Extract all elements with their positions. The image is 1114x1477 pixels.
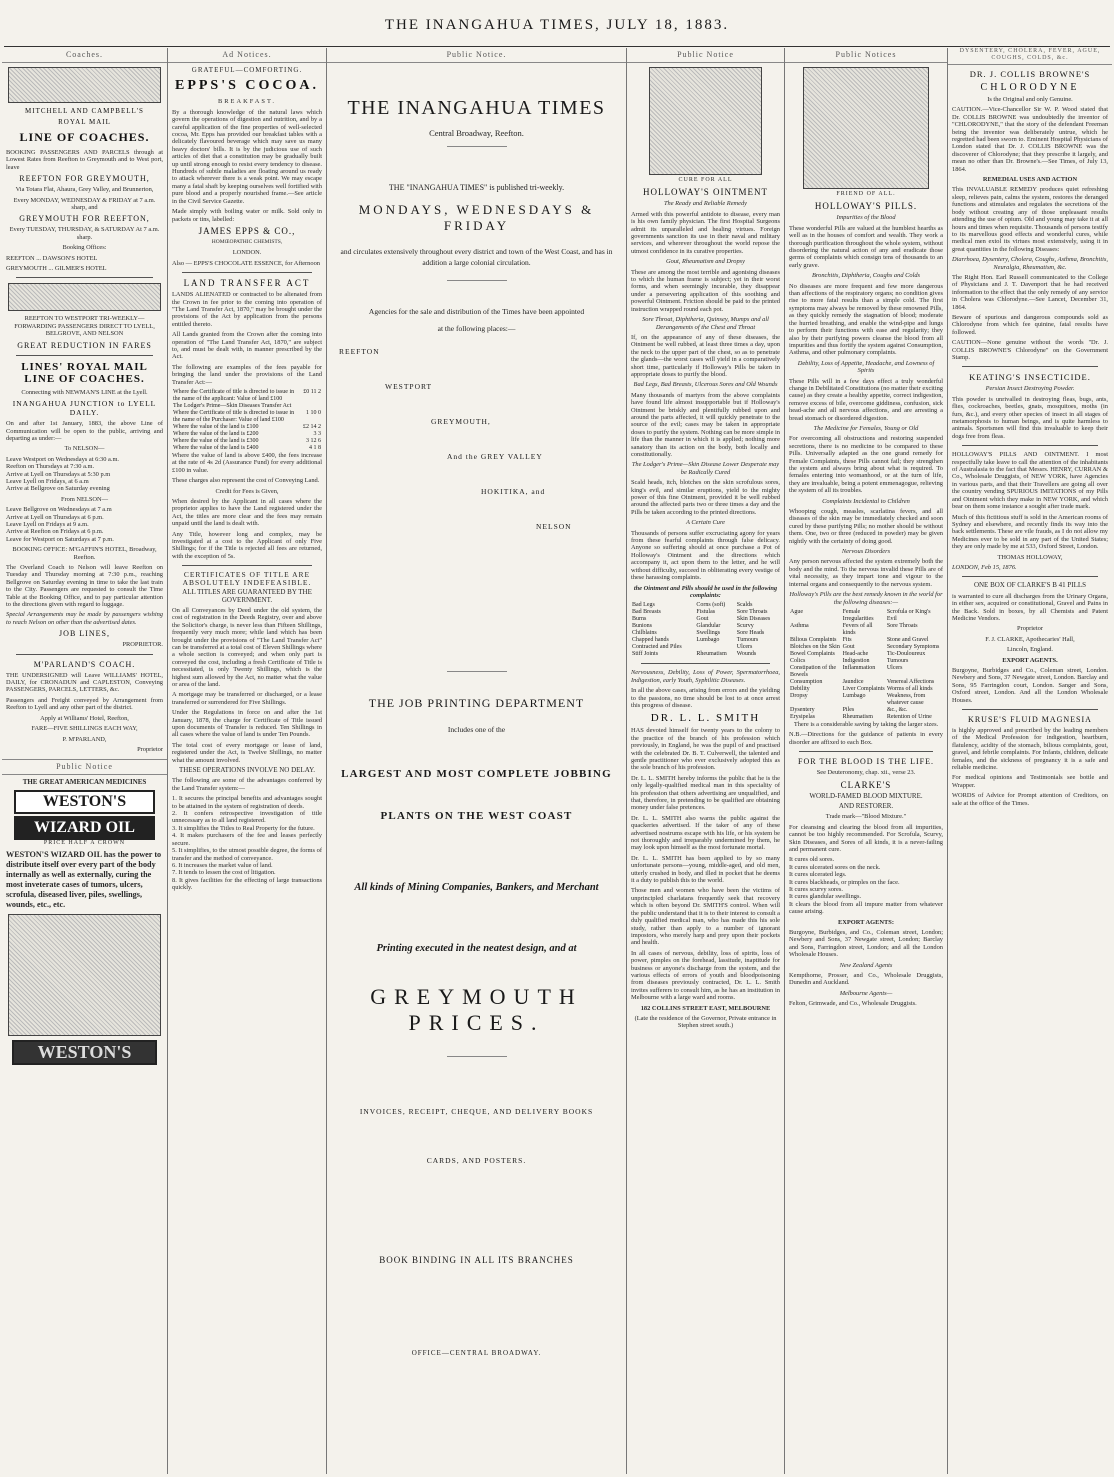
divider xyxy=(962,709,1098,710)
masthead xyxy=(0,0,1114,40)
smith-text-3: Dr. L. L. SMITH also warns the public against the quackeries advertised. If the taker of any of these advertised nostrums escape with his life, or his system be not thoroughly and irreparably undermined by them, he may look upon himself as the most fortunate mortal. xyxy=(631,814,780,852)
nb-text: N.B.—Directions for the guidance of patients in every disorder are affixed to each Box. xyxy=(789,731,943,746)
divider xyxy=(962,576,1098,577)
column-chlorodyne xyxy=(948,48,1112,1474)
females-heading: The Medicine for Females, Young or Old xyxy=(813,424,919,432)
coach-engraving-2 xyxy=(8,283,161,311)
fees-note: Where the value of land is above £400, the fees increase at the rate of 4s 2d (Assurance Fund) for every additional £100 in value. xyxy=(172,452,322,474)
mparland-name: P. M'PARLAND, xyxy=(62,735,107,743)
office-text: OFFICE—CENTRAL BROADWAY. xyxy=(411,1349,542,1357)
all-lands: All Lands granted from the Crown after the coming into operation of "The Land Transfer Act, 1870," are subject to, and must be dealt with, in manner prescribed by the Act. xyxy=(172,331,322,361)
divider xyxy=(447,146,507,147)
divider xyxy=(16,277,153,278)
schedule-to-nelson: Leave Westport on Wednesdays at 6:30 a.m. Reefton on Thursdays at 7:30 a.m. Arrive at Lyell on Thursdays at 5:30 p.m Leave Lyell on Fridays, at 6 a.m Arrive at Bellgrove on Saturday evening xyxy=(6,455,120,493)
land-transfer-heading: LAND TRANSFER ACT xyxy=(183,278,311,289)
remedy-heading: The Ready and Reliable Remedy xyxy=(663,200,748,208)
column-header: Public Notice xyxy=(627,48,784,63)
divider xyxy=(447,671,507,672)
table-row: Where the Certificate of title is directed to issue in the name of the Purchaser: Value of land £100 1 10 0 xyxy=(173,410,321,423)
trade-text: For cleansing and clearing the blood from all impurities, cannot be too highly recommended. For Scrofula, Scurvy, Skin Diseases, and Sores of all kinds, it is a never-failing and permanent cure. xyxy=(789,823,943,853)
holloway-pills-engraving xyxy=(803,67,929,189)
diseases-text: Diarrhoea, Dysentery, Cholera, Coughs, Asthma, Bronchitis, Neuralgia, Rheumatism, &c. xyxy=(952,256,1108,271)
column-header: Ad Notices. xyxy=(168,48,326,63)
days-text: MONDAYS, WEDNESDAYS & FRIDAY xyxy=(358,202,595,233)
table-row: Erysipelas Rheumatism Retention of Urine xyxy=(790,713,932,720)
column-holloways-pills xyxy=(785,48,948,1474)
following-text: at the following places:— xyxy=(437,324,516,333)
examples: The following are examples of the fees payable for bringing the land under the provisions of the Land Transfer Act:— xyxy=(172,363,322,386)
piles-heading: The Lodger's Prime—Skin Disease Lower Desperate may be Radically Cured xyxy=(631,461,780,476)
table-row: Ague Female Irregularities Scrofula or King's Evil xyxy=(790,608,931,622)
smith-address: 182 COLLINS STREET EAST, MELBOURNE xyxy=(640,1004,771,1012)
circulates-text: and circulates extensively throughout every district and town of the West Coast, and has in addition a large colonial circulation. xyxy=(340,247,613,267)
column-inangahua-times xyxy=(327,48,627,1474)
chlorodyne: CHLORODYNE xyxy=(980,82,1080,93)
james-epps: JAMES EPPS & CO., xyxy=(198,225,296,236)
complaints-table xyxy=(631,602,780,658)
diseases-table xyxy=(789,609,943,721)
trade-mark: Trade mark—"Blood Mixture." xyxy=(825,813,907,821)
table-row: Where the value of the land is £200 3 3 xyxy=(173,431,321,437)
melbourne-agents: Melbourne Agents— xyxy=(839,989,893,997)
table-row: Constipation of the Bowels Inflammation Ulcers xyxy=(790,664,903,678)
fare-text: FARE—FIVE SHILLINGS EACH WAY, xyxy=(31,725,138,733)
nervous-heading: Nervousness, Debility, Loss of Power, Spermatorrhoea, Indigestion, early Youth, Syphilitic Diseases. xyxy=(631,669,780,684)
table-row: Asthma Fevers of all kinds Sore Throats xyxy=(790,622,918,636)
table-row: Debility Liver Complaints Worms of all kinds xyxy=(790,685,933,692)
column-epps-land-transfer xyxy=(168,48,327,1474)
children-text: Whooping cough, measles, scarlatina fevers, and all diseases of the skin may be immediately checked and soon cured by these purifying Pills; no mother should be without them. One, two or three (reduced in powder) may be given nightly with the certainty of doing good. xyxy=(789,508,943,545)
table-row: Where the Certificate of title is directed to issue in the name of the applicant: Value of land £100 £0 11 2 xyxy=(173,389,321,402)
lands-alienated: LANDS ALIENATED or contracted to be alienated from the Crown in fee prior to the coming into operation of "The Land Transfer Act, 1870," may be brought under the provisions of the Act by application from the persons entitled thereto. xyxy=(172,291,322,328)
to-nelson: To NELSON— xyxy=(64,445,105,453)
divider xyxy=(16,355,153,356)
greymouth-prices: GREYMOUTH PRICES. xyxy=(370,984,583,1035)
caution-text: CAUTION.—Vice-Chancellor Sir W. P. Wood stated that Dr. COLLIS BROWNE was undoubtedly the inventor of "CHLORODYNE," that the story of the defendant Freeman being the inventor was deliberately untrue, which he regretted had been sworn to. Eminent Hospital Physicians of London stated that Dr. J. COLLIS BROWNE was the discoverer of Chlorodyne; that they prescribe it largely, and mean no other than Dr. Browne's.—See Times, of July 13, 1864. xyxy=(952,106,1108,173)
any-title: Any Title, however long and complex, may be investigated at a cost to the Applicant of only Five Shillings; for if the Title is rejected all fees are returned, with the exception of 5s. xyxy=(172,530,322,560)
restorer: AND RESTORER. xyxy=(838,801,894,810)
remedial-text: This INVALUABLE REMEDY produces quiet refreshing sleep, relieves pain, calms the system, restores the deranged functions and stimulates and regulates the secretions of the body without creating any of those unpleasant results attending the use of opium. Old and young may take it at all hours and times when requisite. Thousands of persons testify to its marvellous good effects and wonderful cures, while medical men extol its virtues most extensively, using it in great quantities in the following Diseases: xyxy=(952,186,1108,253)
holloway-date: LONDON, Feb 15, 1876. xyxy=(952,563,1017,571)
table-row: Contracted and Piles Ulcers xyxy=(632,644,753,651)
persian-powder: Persian Insect Destroying Powder. xyxy=(985,385,1075,393)
blood-mixture: WORLD-FAMED BLOOD MIXTURE. xyxy=(809,791,923,800)
westport-heading: REEFTON TO WESTPORT TRI-WEEKLY—FORWARDING PASSENGERS DIRECT TO LYELL, BELGROVE, AND NELSON xyxy=(14,315,155,338)
booking-text: BOOKING PASSENGERS AND PARCELS through at Lowest Rates from Reefton to Greymouth and to West port, leave xyxy=(6,149,163,171)
proprietor-label: PROPRIETOR. xyxy=(122,641,163,649)
operations-heading: THESE OPERATIONS INVOLVE NO DELAY. xyxy=(178,766,316,775)
masthead-rule xyxy=(4,46,1110,47)
address: Central Broadway, Reefton. xyxy=(429,128,524,138)
regulations-text: Under the Regulations in force on and after the 1st January, 1878, the charge for Certificate of Title issued upon documents of Transfer is reduced. Ten Shillings in all cases where the value of land is under Ten Pounds. xyxy=(172,709,322,739)
kruse-heading: KRUSE'S FLUID MAGNESIA xyxy=(968,715,1092,725)
gout-heading: Gout, Rheumatism and Dropsy xyxy=(666,258,745,266)
agent-hokitika: HOKITIKA, and xyxy=(481,487,546,496)
epps-cocoa: EPPS'S COCOA. xyxy=(174,78,319,94)
breakfast: BREAKFAST. xyxy=(218,98,276,106)
table-row: Dropsy Lumbago Weakness, from whatever cause xyxy=(790,692,926,706)
agent-reefton: REEFTON xyxy=(339,347,380,356)
column-header: Public Notice. xyxy=(327,48,626,63)
table-row: Colics Indigestion Tumours xyxy=(790,657,909,664)
booking-office: BOOKING OFFICE: M'GAFFIN'S HOTEL, Broadway, Reefton. xyxy=(12,546,157,561)
holloways-ointment: HOLLOWAY'S OINTMENT xyxy=(642,187,769,198)
printing-text: Printing executed in the neatest design, and at xyxy=(376,943,577,954)
bronchitis-text: No diseases are more frequent and few more dangerous than affections of the respiratory organs; no condition gives rise to more fatal results than a simple cold. The first symptoms may always be removed by these renowned Pills, as they quickly remedy the stagnation of blood; moderate the hurried breathing, and enable the wind-pipe and lungs to perform their functions with ease and regularity; they also by their purifying powers cleanse the blood from all impurities and thus fortify the system against Consumption, Asthma, and other pulmonary complaints. xyxy=(789,282,943,357)
deuteronomy: See Deuteronomy, chap. xii., verse 23. xyxy=(816,769,916,777)
export-agents-heading: EXPORT AGENTS. xyxy=(1002,656,1058,664)
weston-footer-logo: WESTON'S xyxy=(12,1040,157,1065)
guaranteed-heading: ALL TITLES ARE GUARANTEED BY THE GOVERNMENT. xyxy=(182,588,312,604)
coach-firm: MITCHELL AND CAMPBELL'S xyxy=(25,107,144,115)
charges: These charges also represent the cost of Conveying Land. xyxy=(172,477,320,485)
cures-list: It cures old sores. It cures ulcerated sores on the neck. It cures ulcerated legs. It cures blackheads, or pimples on the face. It cures scurvy sores. It cures glandular swellings. It clears the blood from all impure matter from whatever cause arising. xyxy=(789,856,943,916)
published-text: THE "INANGAHUA TIMES" is published tri-weekly. xyxy=(388,183,565,192)
remedy-text: Armed with this powerful antidote to disease, every man is his own family physician. The first Hospital Surgeons admit its unparalleled and healing virtues. Foreign governments sanction its use in their naval and military services, and wherever throughout the world repose the utmost confidence in its curative properties. xyxy=(631,210,780,255)
original-text: Is the Original and only Genuine. xyxy=(987,96,1073,103)
table-row: Where the value of the land is £100 £2 14 2 xyxy=(173,424,321,430)
cards-text: CARDS, AND POSTERS. xyxy=(426,1156,527,1165)
keatings-heading: KEATING'S INSECTICIDE. xyxy=(969,372,1091,383)
epps-made: Made simply with boiling water or milk. Sold only in packets or tins, labelled: xyxy=(172,208,322,223)
gout-text: These are among the most terrible and agonising diseases to which the human frame is subject; yet in their worst forms, and when seemingly incurable, they disappear under a persevering application of this soothing and powerful Ointment. Friction should be paid to the printed instruction wrapped round each pot. xyxy=(631,268,780,313)
scald-text: Scald heads, itch, blotches on the skin scrofulous sores, king's evil, and similar eruptions, yield to the mighty power of this fine Ointment, provided it be well rubbed around the affected parts two or three times a day and the Pills be taken according to the printed directions. xyxy=(631,479,780,516)
homeopathic: HOMŒOPATHIC CHEMISTS, xyxy=(211,238,283,245)
proprietor-label: Proprietor xyxy=(1017,625,1043,633)
fees-table xyxy=(172,389,322,452)
divider xyxy=(447,280,507,281)
smith-text-1: HAS devoted himself for twenty years to the colony to the practice of the branch of his profession which previously, in England, he was the pupil of and practised with the celebrated Dr. B. T. Culverwell, the talented and gentle practitioner who ever exclusively adopted this as the sole branch of his profession. xyxy=(631,727,780,772)
words-of-advice: WORDS of Advice for Prompt attention of Creditors, on sale at the office of the Times. xyxy=(952,792,1108,807)
overland-text: The Overland Coach to Nelson will leave Reefton on Tuesday and Thursday morning at 7:30 p.m., reaching Bellgrove on Saturday evening in time to take the last train to the City. Passengers are requested to consult the Time Table at the Booking Office, and to pay particular attention to the directions given with regard to luggage. xyxy=(6,564,163,609)
clarkes: CLARKE'S xyxy=(840,779,892,790)
mparland-coach: M'PARLAND'S COACH. xyxy=(33,659,136,669)
remedial-heading: REMEDIAL USES AND ACTION xyxy=(982,176,1078,184)
holloway-warning: HOLLOWAY'S PILLS AND OINTMENT. I most respectfully take leave to call the attention of the inhabitants of Australasia to the fact that Messrs. HENRY, CURRAN & Co., Wholesale Druggists, of NEW YORK, have Agencies in various parts, and that their Travellers are going all over the country vending SPURIOUS IMITATIONS of my Pills and Ointment which they make in NEW YORK, and which bear on them some instance a sought after trade mark. xyxy=(952,451,1108,511)
smith-address-2: (Late the residence of the Governor, Private entrance in Stephen street south.) xyxy=(634,1014,777,1030)
reduction-heading: GREAT REDUCTION IN FARES xyxy=(17,340,152,350)
dr-smith: DR. L. L. SMITH xyxy=(650,712,761,725)
smith-text-5: Those men and women who have been the victims of unprincipled charlatans frequently seek that recovery which is often beyond Dr. SMITH'S control. When will the public understand that it is to their interest to consult a duly qualified medical man, who has made this his sole study, rather than apply to a number of ignorant impostors, who merely harp and prey upon their pockets and health. xyxy=(631,887,780,947)
divider xyxy=(182,272,312,273)
freight-text: Passengers and Freight conveyed by Arrangement from Reefton to Lyell and any other part of the district. xyxy=(6,696,163,712)
table-row: Where the value of the land is £400 4 1 8 xyxy=(173,445,321,451)
reefton-for: REEFTON FOR GREYMOUTH, xyxy=(19,174,150,184)
credit-heading: Credit for Fees is Given, xyxy=(215,487,279,495)
nervous-heading: Nervous Disorders xyxy=(841,548,891,556)
every-text-2: Every TUESDAY, THURSDAY, & SATURDAY At 7 a.m. sharp. xyxy=(9,226,160,241)
beware-text: Beware of spurious and dangerous compounds sold as Chlorodyne from which fee quinine, fatal results have followed. xyxy=(952,313,1108,336)
sore-throat-text: If, on the appearance of any of these diseases, the Ointment be well rubbed, at least three times a day, upon the neck to the upper part of the chest, so as to penetrate the glands—the worst cases will yield in a comparatively short time, particularly if Holloway's Pills be taken in appropriate doses to purify the blood. xyxy=(631,333,780,378)
one-box-heading: ONE BOX OF CLARKE'S B 41 PILLS xyxy=(973,581,1087,590)
royal-mail: ROYAL MAIL xyxy=(58,118,111,126)
export-agents-text: Burgoyne, Burbidges and Co., Coleman street, London. Newbery and Sons, 37 Newgate street, London. Barclay and Sons, 95 Farringdon court, London. Sanger and Sons, Oxford street, London. And all the London Wholesale Houses. xyxy=(952,667,1108,704)
job-lines: JOB LINES, xyxy=(59,629,110,639)
coach-engraving xyxy=(8,67,161,103)
schedule-from-nelson: Leave Bellgrove on Wednesdays at 7 a.m Arrive at Lyell on Thursdays at 6 p.m. Leave Lyell on Fridays at 9 a.m. Arrive at Reefton on Fridays at 6 p.m. Leave for Westport on Saturdays at 7 p.m. xyxy=(6,506,114,543)
bad-legs-heading: Bad Legs, Bad Breasts, Ulcerous Sores and Old Wounds xyxy=(633,381,778,389)
holloway-warning-2: Much of this fictitious stuff is sold in the American rooms of Sydney and elsewhere, and recently finds its way into the back settlements. These are vile frauds, as I do not allow my Medicines ever to be sold in any part of the United States; they are only made by me at 533, Oxford Street, London. xyxy=(952,513,1108,551)
proprietor-label-2: Proprietor xyxy=(137,745,163,753)
dr-collis-browne: DR. J. COLLIS BROWNE'S xyxy=(969,69,1091,79)
table-row: Stiff Joints Rheumatism Wounds xyxy=(632,651,757,658)
table-row: Consumption Jaundice Venereal Affections xyxy=(790,678,935,685)
epps-also: Also — EPPS'S CHOCOLATE ESSENCE, for Afternoon xyxy=(172,259,320,267)
diseases-heading: Holloway's Pills are the best remedy known in the world for the following diseases:— xyxy=(789,591,943,606)
bronchitis-heading: Bronchitis, Diphtheria, Coughs and Colds xyxy=(811,272,921,280)
certain-heading: A Certain Cure xyxy=(685,519,726,527)
column-holloways-ointment xyxy=(627,48,785,1474)
offices-label: Booking Offices: xyxy=(62,244,107,252)
plants-text: PLANTS ON THE WEST COAST xyxy=(380,810,573,822)
one-box-text: is warranted to cure all discharges from the Urinary Organs, in either sex, acquired or constitutional, Gravel and Pains in the Back. Sold in boxes, by all Chemists and Patent Medicine Vendors. xyxy=(952,592,1108,622)
column-header: DYSENTERY, CHOLERA, FEVER, AGUE, COUGHS, COLDS, &c. xyxy=(948,48,1112,65)
reefton-office: REEFTON ... DAWSON'S HOTEL xyxy=(6,254,98,262)
line-of-coaches: LINE OF COACHES. xyxy=(19,130,150,144)
wizard-oil-logo: WIZARD OIL xyxy=(14,816,155,840)
divider xyxy=(16,654,153,655)
from-nelson: From NELSON— xyxy=(60,495,109,503)
column-coaches xyxy=(2,48,168,1474)
holloways-pills: HOLLOWAY'S PILLS. xyxy=(814,201,918,212)
largest-text: LARGEST AND MOST COMPLETE JOBBING xyxy=(341,768,612,780)
impurities-heading: Impurities of the Blood xyxy=(836,214,896,222)
apply-text: Apply at Williams' Hotel, Reefton, xyxy=(40,714,129,722)
friend-of-all: FRIEND OF ALL. xyxy=(836,191,896,197)
certificates-heading: CERTIFICATES OF TITLE ARE ABSOLUTELY INDEFEASIBLE. xyxy=(182,570,312,587)
all-kinds-text: All kinds of Mining Companies, Bankers, and Merchant xyxy=(354,882,599,893)
table-row: Bad Legs Corns (soft) Scalds xyxy=(632,602,753,609)
smith-text-4: Dr. L. L. SMITH has been applied to by so many unfortunate persons—young, middle-aged, and old men, utterly crushed in body, and illed in pocket that he deems it a duty to publish this to the world. xyxy=(631,854,780,885)
smith-text-2: Dr. L. L. SMITH hereby informs the public that he is the only legally-qualified medical man in this speciality of his profession that others advertising are unqualified, and that, therefore, in pretending to be qualified are obtaining money under false pretences. xyxy=(631,774,780,812)
keatings-text: This powder is unrivalled in destroying fleas, bugs, ants, flies, cockroaches, beetles, gnats, mosquitoes, moths (in furs, &c.), and every other species of insect in all stages of metamorphosis to human beings, and is quite harmless to animals. Sportsmen will find this invaluable to keep their dogs free from fleas. xyxy=(952,395,1108,440)
impurities-text: These wonderful Pills are valued at the humblest hearths as well as in the houses of comfort and wealth. They work a thorough purification throughout the whole system, without disordering the natural action of any and eradicate those germs of complaints which consign tens of thousands to an early grave. xyxy=(789,224,943,269)
junction-heading: INANGAHUA JUNCTION to LYELL DAILY. xyxy=(12,399,157,418)
connecting-text: Connecting with NEWMAN'S LINE at the Lyell. xyxy=(21,388,148,396)
nervous-text: Any person nervous affected the system extremely both the body and the mind. To the nervous invalid these Pills are of vital necessity, as they impart tone and vigour to the internal organs and consequently to the nervous system. xyxy=(789,558,943,588)
westons-logo: WESTON'S xyxy=(14,790,155,814)
table-row: Dysentery Piles &c., &c. xyxy=(790,706,908,713)
children-heading: Complaints Incidental to Children xyxy=(822,497,910,505)
complaints-heading: the Ointment and Pills should be used in the following complaints: xyxy=(633,584,778,599)
nz-agents: New Zealand Agents xyxy=(839,961,893,969)
agent-grey-valley: And the GREY VALLEY xyxy=(447,452,543,461)
table-row: Chilblains Swellings Sore Heads xyxy=(632,630,765,637)
saving-text: There is a considerable saving by taking the larger sizes. xyxy=(793,720,939,728)
divider xyxy=(962,445,1098,446)
nervous-text: In all the above cases, arising from errors and the yielding to the passions, no time should be lost to at once arrest this progress of disease. xyxy=(631,687,780,709)
lancet-text: The Right Hon. Earl Russell communicated to the College of Physicians and J. T. Davenport that he had received information to the effect that the only remedy of any service in Cholera was Chlorodyne.—See Lancet, December 31, 1864. xyxy=(952,273,1108,311)
advantages-text: The following are some of the advantages conferred by the Land Transfer system:— xyxy=(172,777,322,792)
advantages-list: 1. It secures the principal benefits and advantages sought to be attained in the system of registration of deeds. 2. It confers retrospective investigation of title unnecessary as to all land registered. 3. It simplifies the Titles to Real Property for the future. 4. It makes purchasers of the fee and leases perfectly secure. 5. It simplifies, to the utmost possible degree, the forms of transfer and the method of conveyance. 6. It increases the market value of land. 7. It tends to lessen the cost of litigation. 8. It gives facilities for the effecting of large transactions quickly. xyxy=(172,795,322,892)
holloway-signature: THOMAS HOLLOWAY, xyxy=(997,553,1063,561)
table-row: Blotches on the Skin Gout Secondary Symptoms xyxy=(790,643,940,650)
agencies-text: Agencies for the sale and distribution of the Times have been appointed xyxy=(368,307,585,316)
mortgage-text: A mortgage may be transferred or discharged, or a lease transferred or surrendered for Five Shillings. xyxy=(172,691,322,706)
weston-illustration xyxy=(8,914,161,1036)
total-text: The total cost of every mortgage or lease of land, registered under the Act, is Twelve Shillings, no matter what the amount involved. xyxy=(172,741,322,764)
column-header: Coaches. xyxy=(2,48,167,63)
agent-nelson: NELSON xyxy=(536,522,572,531)
export-text: Burgoyne, Burbidges, and Co., Coleman street, London; Newbery and Sons, 37 Newgate street, London; Barclay and Sons, Farringdon street, London; and all the London Wholesale Houses. xyxy=(789,929,943,959)
job-department: THE JOB PRINTING DEPARTMENT xyxy=(368,696,585,710)
every-text-1: Every MONDAY, WEDNESDAY & FRIDAY at 7 a.m. sharp, and xyxy=(13,196,156,212)
agent-greymouth: GREYMOUTH, xyxy=(431,417,491,426)
includes-text: Includes one of the xyxy=(447,725,506,734)
caution-text-2: CAUTION—None genuine without the words "Dr. J. COLLIS BROWNE'S Chlorodyne" on the Government Stamp. xyxy=(952,339,1108,361)
lincoln: Lincoln, England. xyxy=(1007,646,1053,654)
special-arrangements: Special Arrangements may be made by passengers wishing to reach Nelson on other than the advertised dates. xyxy=(6,611,163,626)
paper-title: THE INANGAHUA TIMES xyxy=(347,97,606,119)
smith-text-6: In all cases of nervous, debility, loss of spirits, loss of power, pimples on the forehead, lassitude, inaptitude for business or anyone's discharge from the system, and the various effects of errors of youth and bloodpoisoning from diseases previously contracted, Dr. L. L. Smith invites sufferers to consult him, as he has an institution in Melbourne with a large ward and rooms. xyxy=(631,949,780,1002)
divider xyxy=(641,663,770,664)
london: LONDON. xyxy=(232,249,262,257)
public-notice-header: Public Notice xyxy=(2,759,167,775)
divider xyxy=(447,1056,507,1057)
column-header: Public Notices xyxy=(785,48,947,63)
undersigned-text: THE UNDERSIGNED will Leave WILLIAMS' HOTEL, DAILY, for CRONADUN and CAPLESTON, Conveying PASSENGERS, PARCELS, LETTERS, &c. xyxy=(6,671,163,694)
table-row: Where the value of the land is £300 3 12 6 xyxy=(173,438,321,444)
table-row: Bad Breasts Fistulas Sore Throats xyxy=(632,609,768,616)
kruse-text: is highly approved and prescribed by the leading members of the Medical Profession for indigestion, heartburn, flatulency, acidity of the stomach, bilious complaints, gout, gravel, and febrile complaints. For Infants, children, delicate females, and the sickness of pregnancy it is a safe and reliable medicine. xyxy=(952,727,1108,772)
sore-throat-heading: Sore Throat, Diphtheria, Quinsey, Mumps and all Derangements of the Chest and Throat xyxy=(642,316,769,331)
table-row: The Lodger's Prime—Skin Diseases Transfer Act xyxy=(173,403,292,409)
conveyances-text: On all Conveyances by Deed under the old system, the cost of registration in the Deeds Registry, over and above the Solicitor's charge, is never less than Fifteen Shillings, frequently very much more; while land which has been brought under the provisions of "The Land Transfer Act" can be transferred at a total cost of Eleven Shillings where a whole section is conveyed; and when only part is conveyed the cost, including a fresh Certificate of Title is necessitated, is only Twenty Shillings, which is the highest sum allowed by the Act, no matter what the value or area of the land. xyxy=(172,606,322,688)
great-american: THE GREAT AMERICAN MEDICINES xyxy=(22,778,147,787)
agent-westport: WESTPORT xyxy=(385,382,433,391)
export-agents: EXPORT AGENTS: xyxy=(838,918,894,926)
holloway-engraving xyxy=(649,67,762,175)
table-row: Bunions Glandular Scurvy xyxy=(632,623,754,630)
divider xyxy=(962,366,1098,367)
binding-text: BOOK BINDING IN ALL ITS BRANCHES xyxy=(379,1255,574,1265)
bad-legs-text: Many thousands of martyrs from the above complaints have found life almost insupportable but if Holloway's Ointment be briskly and plentifully rubbed upon and around the parts affected, it will quickly penetrate to the source of the evil; cases may be taken in appropriate doses to purify the system. Nothing can be more simple in life than the manner in which it is applied; nothing more sanatory than its action on the body, both locally and constitutionally. xyxy=(631,391,780,458)
clarke-signature: F. J. CLARKE, Apothecaries' Hall, xyxy=(985,635,1075,643)
grateful: GRATEFUL—COMFORTING. xyxy=(191,66,303,74)
weston-text: WESTON'S WIZARD OIL has the power to distribute itself over every part of the body internally as well as externally, curing the most inveterate cases of tumors, ulcers, scrofula, diseased liver, piles, swellings, wounds, etc., etc. xyxy=(6,850,162,910)
lines-royal-mail: LINES' ROYAL MAIL LINE OF COACHES. xyxy=(21,360,148,385)
epps-text: By a thorough knowledge of the natural laws which govern the operations of digestion and nutrition, and by a careful application of the fine properties of well-selected cocoa, Mr. Epps has provided our breakfast tables with a delicately flavoured beverage which may save us many heavy doctors' bills. It is by the judicious use of such articles of diet that a constitution may be gradually built up until strong enough to resist every tendency to disease. Hundreds of subtle maladies are floating around us ready to attack wherever there is a weak point. We may escape many a fatal shaft by keeping ourselves well fortified with pure blood and a properly nourished frame.—See article in the Civil Service Gazette. xyxy=(172,108,322,205)
credit-text: When desired by the Applicant in all cases where the proprietor applies to have the Land registered under the Act, the titles are more clear and the fees may remain unpaid until the land is dealt with. xyxy=(172,498,322,528)
melbourne-text: Felton, Grimwade, and Co., Wholesale Druggists. xyxy=(789,1000,917,1008)
blood-life: FOR THE BLOOD IS THE LIFE. xyxy=(798,757,934,767)
greymouth-office: GREYMOUTH ... GILMER'S HOTEL xyxy=(6,265,107,273)
nz-text: Kempthorne, Prosser, and Co., Wholesale Druggists, Dunedin and Auckland. xyxy=(789,972,943,987)
via-text: Via Totara Flat, Ahaura, Grey Valley, and Brunnerton, xyxy=(15,186,154,194)
cure-for-all: CURE FOR ALL xyxy=(678,177,733,183)
junction-text: On and after 1st January, 1883, the above Line of Communication will be open to the public, arriving and departing as under:— xyxy=(6,420,163,442)
females-text: For overcoming all obstructions and restoring suspended secretions, there is no medicine to be compared to these Pills. Universally adapted as the one grand remedy for Female Complaints, these Pills cannot fail; they strengthen the system and always bring about what is required. To females entering into womanhood, or at the turn of life, they are invaluable, being a potent emmenagogue, relieving the system of all its troubles. xyxy=(789,435,943,495)
kruse-footer: For medical opinions and Testimonials see bottle and Wrapper. xyxy=(952,774,1108,789)
debility-text: These Pills will in a few days effect a truly wonderful change in Debilitated Constitutions (no matter their exciting cause) as they create a healthy appetite, correct indigestion, remove excess of bile, overcome giddiness, confusion, sick head-ache and all nervous affections, and are arresting a bread stomach or disordered digestion. xyxy=(789,377,943,422)
table-row: Chapped hands Lumbago Tumours xyxy=(632,637,759,644)
masthead-title: THE INANGAHUA TIMES, JULY 18, 1883. xyxy=(384,17,730,33)
table-row: Burns Gout Skin Diseases xyxy=(632,616,771,623)
debility-heading: Debility, Loss of Appetite, Headache, and Lowness of Spirits xyxy=(797,359,935,375)
certain-text: Thousands of persons suffer excruciating agony for years from these fearful complaints through false delicacy. Anyone so suffering should at once purchase a Pot of Holloway's Ointment and the directions which accompany it, act upon them to the letter, and he will without difficulty, succeed in obliterating every vestige of these harassing complaints. xyxy=(631,529,780,582)
greymouth-for: GREYMOUTH FOR REEFTON, xyxy=(19,214,150,224)
price-text: PRICE HALF A CROWN xyxy=(43,839,126,846)
divider xyxy=(799,751,933,752)
invoices-text: INVOICES, RECEIPT, CHEQUE, AND DELIVERY BOOKS xyxy=(359,1107,594,1116)
table-row: Bilious Complaints Fits Stone and Gravel xyxy=(790,636,929,643)
table-row: Bowel Complaints Head-ache Tic-Douloureux xyxy=(790,650,926,657)
divider xyxy=(182,565,312,566)
